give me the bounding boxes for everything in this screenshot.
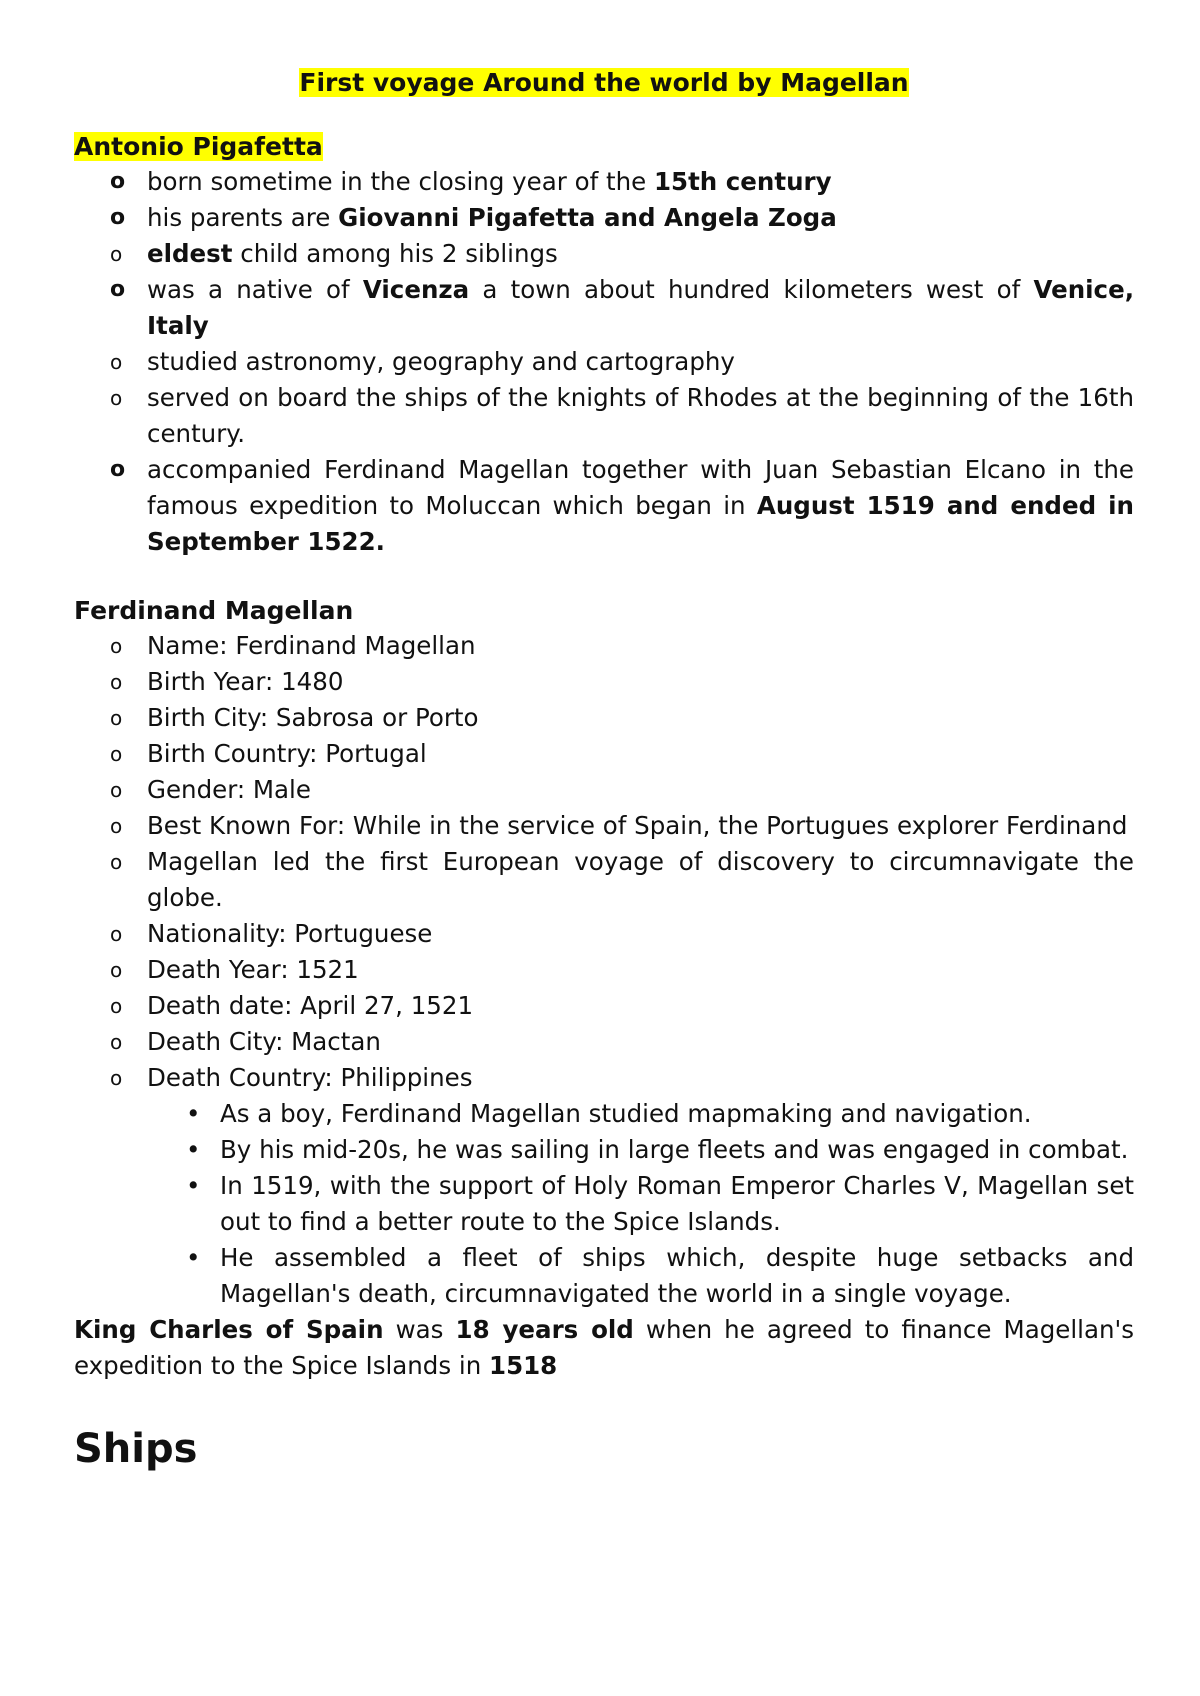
circle-bullet-icon: o [110, 958, 123, 982]
circle-bullet-icon: o [110, 922, 123, 946]
circle-bullet-icon: o [110, 205, 126, 230]
list-item: o Nationality: Portuguese [74, 916, 1134, 952]
dot-bullet-icon: • [186, 1135, 201, 1164]
paragraph-spacer [74, 560, 1134, 594]
list-item: o studied astronomy, geography and cartography [74, 344, 1134, 380]
list-item: o was a native of Vicenza a town about hundred kilometers west of Venice, Italy [74, 272, 1134, 344]
list-item: • By his mid-20s, he was sailing in large fleets and was engaged in combat. [74, 1132, 1134, 1168]
circle-bullet-icon: o [110, 634, 123, 658]
list-item: o Death Country: Philippines [74, 1060, 1134, 1096]
list-item: o Birth Year: 1480 [74, 664, 1134, 700]
list-item: o Death City: Mactan [74, 1024, 1134, 1060]
section-heading-ships: Ships [74, 1426, 198, 1472]
title-highlight: First voyage Around the world by Magellan [299, 68, 909, 97]
document-title [74, 66, 1134, 100]
circle-bullet-icon: o [110, 742, 123, 766]
list-item: o accompanied Ferdinand Magellan together with Juan Sebastian Elcano in the famous expedition to Moluccan which began in August 1519 and ended in September 1522. [74, 452, 1134, 560]
list-item: o Best Known For: While in the service of Spain, the Portugues explorer Ferdinand [74, 808, 1134, 844]
circle-bullet-icon: o [110, 994, 123, 1018]
circle-bullet-icon: o [110, 850, 123, 874]
circle-bullet-icon: o [110, 457, 126, 482]
list-item: o Death date: April 27, 1521 [74, 988, 1134, 1024]
list-item: o born sometime in the closing year of the 15th century [74, 164, 1134, 200]
list-item: o Name: Ferdinand Magellan [74, 628, 1134, 664]
dot-bullet-icon: • [186, 1171, 201, 1200]
document-page [74, 66, 1134, 1474]
circle-bullet-icon: o [110, 386, 123, 410]
circle-bullet-icon: o [110, 277, 126, 302]
closing-paragraph: King Charles of Spain was 18 years old when he agreed to finance Magellan's expedition to the Spice Islands in 1518 [74, 1315, 1134, 1380]
list-item: o his parents are Giovanni Pigafetta and Angela Zoga [74, 200, 1134, 236]
circle-bullet-icon: o [110, 814, 123, 838]
section-heading-pigafetta: Antonio Pigafetta [74, 132, 323, 161]
dot-bullet-icon: • [186, 1243, 201, 1272]
list-item: • As a boy, Ferdinand Magellan studied mapmaking and navigation. [74, 1096, 1134, 1132]
circle-bullet-icon: o [110, 778, 123, 802]
list-item: o Magellan led the first European voyage of discovery to circumnavigate the globe. [74, 844, 1134, 916]
circle-bullet-icon: o [110, 350, 123, 374]
pigafetta-list [74, 164, 1134, 560]
section-heading-magellan: Ferdinand Magellan [74, 596, 354, 625]
list-item: o Gender: Male [74, 772, 1134, 808]
list-item: o eldest child among his 2 siblings [74, 236, 1134, 272]
circle-bullet-icon: o [110, 169, 126, 194]
circle-bullet-icon: o [110, 706, 123, 730]
circle-bullet-icon: o [110, 670, 123, 694]
list-item: • He assembled a fleet of ships which, despite huge setbacks and Magellan's death, circumnavigated the world in a single voyage. [74, 1240, 1134, 1312]
magellan-sublist [74, 1096, 1134, 1312]
list-item: o served on board the ships of the knights of Rhodes at the beginning of the 16th century. [74, 380, 1134, 452]
list-item: o Birth City: Sabrosa or Porto [74, 700, 1134, 736]
magellan-list [74, 628, 1134, 1096]
list-item: o Death Year: 1521 [74, 952, 1134, 988]
circle-bullet-icon: o [110, 1030, 123, 1054]
circle-bullet-icon: o [110, 242, 123, 266]
circle-bullet-icon: o [110, 1066, 123, 1090]
list-item: • In 1519, with the support of Holy Roman Emperor Charles V, Magellan set out to find a better route to the Spice Islands. [74, 1168, 1134, 1240]
list-item: o Birth Country: Portugal [74, 736, 1134, 772]
dot-bullet-icon: • [186, 1099, 201, 1128]
